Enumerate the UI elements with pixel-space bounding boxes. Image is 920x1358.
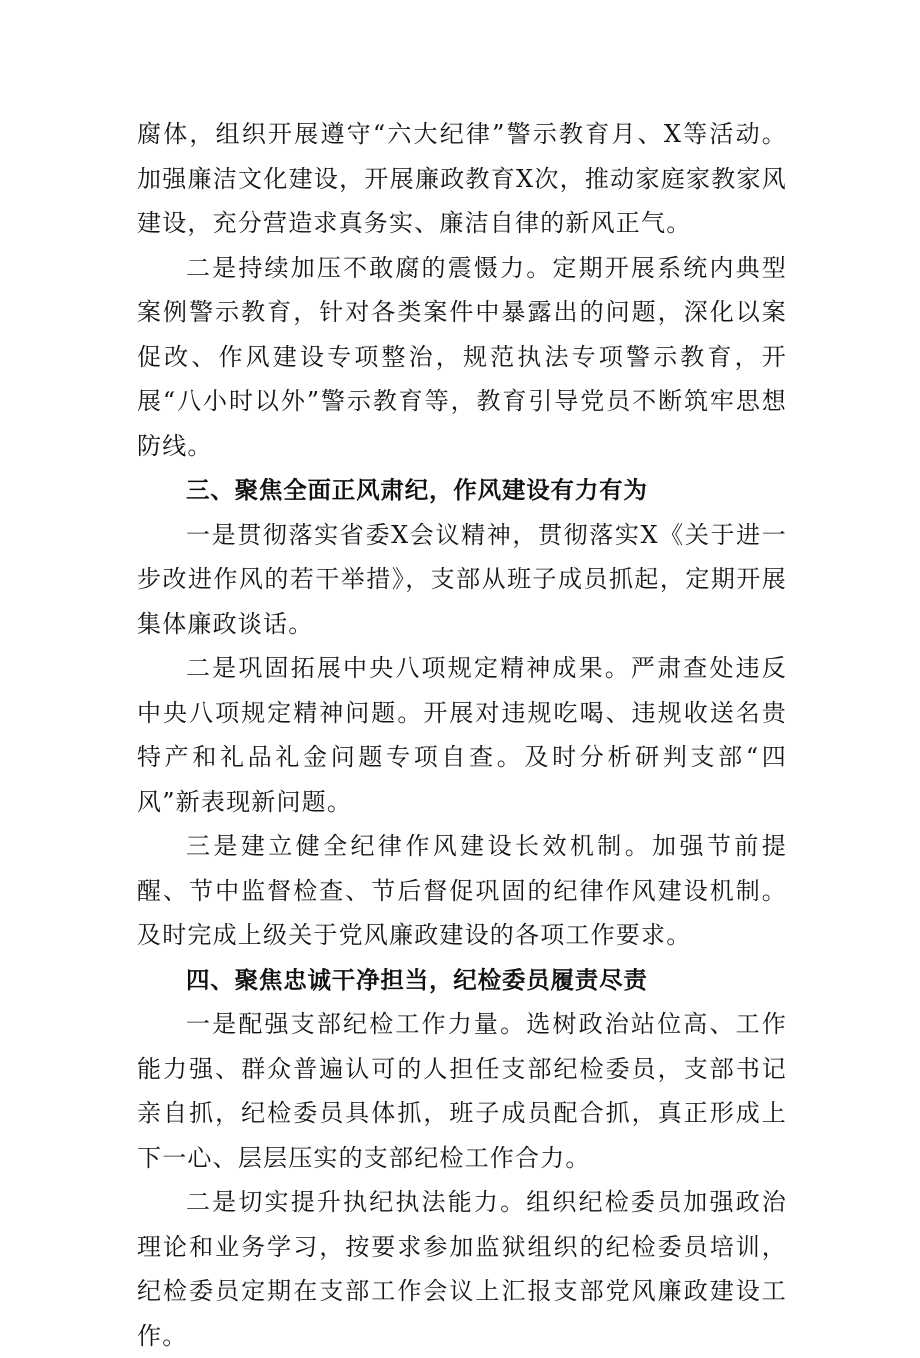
paragraph-provincial-meeting: 一是贯彻落实省委X会议精神，贯彻落实X《关于进一步改进作风的若干举措》，支部从班子成员抓起，定期开展集体廉政谈话。 <box>137 520 787 638</box>
paragraph-deterrence: 二是持续加压不敢腐的震慑力。定期开展系统内典型案例警示教育，针对各类案件中暴露出的问题，深化以案促改、作风建设专项整治，规范执法专项警示教育，开展“八小时以外”警示教育等，教育引导党员不断筑牢思想防线。 <box>137 253 787 460</box>
section-heading-four: 四、聚焦忠诚干净担当，纪检委员履责尽责 <box>186 965 648 994</box>
paragraph-enforcement-capability: 二是切实提升执纪执法能力。组织纪检委员加强政治理论和业务学习，按要求参加监狱组织的纪检委员培训，纪检委员定期在支部工作会议上汇报支部党风廉政建设工作。 <box>137 1188 787 1350</box>
section-heading-three: 三、聚焦全面正风肃纪，作风建设有力有为 <box>186 476 648 504</box>
paragraph-eight-rules: 二是巩固拓展中央八项规定精神成果。严肃查处违反中央八项规定精神问题。开展对违规吃喝、违规收送名贵特产和礼品礼金问题专项自查。及时分析研判支部“四风”新表现新问题。 <box>137 654 787 816</box>
paragraph-continuation: 腐体，组织开展遵守“六大纪律”警示教育月、X等活动。加强廉洁文化建设，开展廉政教育X次，推动家庭家教家风建设，充分营造求真务实、廉洁自律的新风正气。 <box>137 120 787 237</box>
document-body <box>137 112 787 1358</box>
paragraph-long-term-mechanism: 三是建立健全纪律作风建设长效机制。加强节前提醒、节中监督检查、节后督促巩固的纪律作风建设机制。及时完成上级关于党风廉政建设的各项工作要求。 <box>137 832 787 949</box>
paragraph-discipline-staff: 一是配强支部纪检工作力量。选树政治站位高、工作能力强、群众普遍认可的人担任支部纪检委员，支部书记亲自抓，纪检委员具体抓，班子成员配合抓，真正形成上下一心、层层压实的支部纪检工作合力。 <box>137 1010 787 1172</box>
